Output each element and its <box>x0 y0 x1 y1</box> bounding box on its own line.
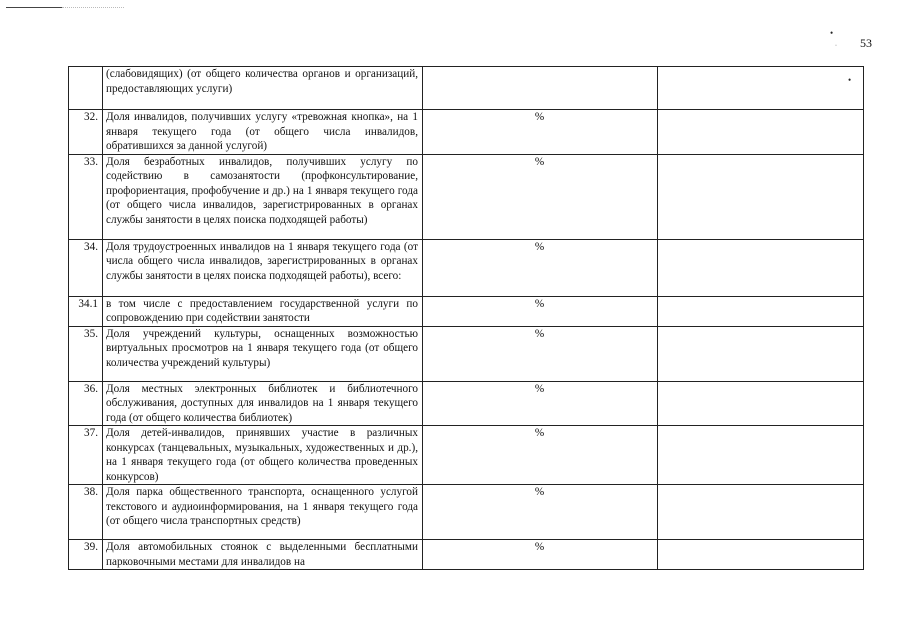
row-value <box>658 540 864 570</box>
row-description: Доля учреждений культуры, оснащенных возможностью виртуальных просмотров на 1 января текущего года (от общего количества учреждений культуры) <box>103 326 423 381</box>
row-description: (слабовидящих) (от общего количества органов и организаций, предоставляющих услуги) <box>103 67 423 110</box>
row-value <box>658 110 864 155</box>
row-description: Доля инвалидов, получивших услугу «тревожная кнопка», на 1 января текущего года (от общего числа инвалидов, обратившихся за данной услугой) <box>103 110 423 155</box>
row-description: Доля трудоустроенных инвалидов на 1 января текущего года (от числа общего числа инвалидов, зарегистрированных в органах службы занятости в целях поиска подходящей работы), всего: <box>103 239 423 296</box>
row-description: Доля автомобильных стоянок с выделенными бесплатными парковочными местами для инвалидов на <box>103 540 423 570</box>
table-row <box>69 326 864 381</box>
table-row <box>69 381 864 426</box>
row-unit: % <box>423 540 658 570</box>
top-left-dotted-rule <box>62 7 124 8</box>
table-row <box>69 485 864 540</box>
row-value <box>658 154 864 239</box>
row-description: Доля парка общественного транспорта, оснащенного услугой текстового и аудиоинформирования, на 1 января текущего года (от общего числа транспортных средств) <box>103 485 423 540</box>
top-left-rule <box>6 7 62 8</box>
row-description: в том числе с предоставлением государственной услуги по сопровождению при содействии занятости <box>103 296 423 326</box>
row-unit: % <box>423 110 658 155</box>
row-value <box>658 296 864 326</box>
table-row <box>69 296 864 326</box>
row-number: 39. <box>69 540 103 570</box>
table-row <box>69 110 864 155</box>
row-description: Доля детей-инвалидов, принявших участие в различных конкурсах (танцевальных, музыкальных, художественных и др.), на 1 января текущего года (от общего количества проведенных конкурсов) <box>103 426 423 485</box>
scan-speck: · <box>835 43 837 49</box>
row-number: 34. <box>69 239 103 296</box>
row-unit: % <box>423 381 658 426</box>
row-number <box>69 67 103 110</box>
row-number: 33. <box>69 154 103 239</box>
row-number: 35. <box>69 326 103 381</box>
table-row <box>69 67 864 110</box>
row-number: 38. <box>69 485 103 540</box>
table-row <box>69 426 864 485</box>
row-number: 36. <box>69 381 103 426</box>
row-description: Доля безработных инвалидов, получивших услугу по содействию в самозанятости (профконсультирование, профориентация, профобучение и др.) на 1 января текущего года (от общего числа инвалидов, зарегистрированных в органах службы занятости в целях поиска подходящей работы) <box>103 154 423 239</box>
row-description: Доля местных электронных библиотек и библиотечного обслуживания, доступных для инвалидов на 1 января текущего года (от общего количества библиотек) <box>103 381 423 426</box>
row-value <box>658 326 864 381</box>
row-unit: % <box>423 326 658 381</box>
scan-speck: • <box>848 75 852 85</box>
table-row <box>69 239 864 296</box>
row-value <box>658 381 864 426</box>
row-unit: % <box>423 485 658 540</box>
page-number: 53 <box>860 36 872 50</box>
indicators-table <box>68 66 864 570</box>
table-row <box>69 540 864 570</box>
table-row <box>69 154 864 239</box>
row-value <box>658 485 864 540</box>
row-unit: % <box>423 239 658 296</box>
row-unit: % <box>423 296 658 326</box>
row-value <box>658 67 864 110</box>
scan-speck: • <box>830 28 834 38</box>
row-unit: % <box>423 426 658 485</box>
row-number: 37. <box>69 426 103 485</box>
row-unit: % <box>423 154 658 239</box>
row-number: 34.1 <box>69 296 103 326</box>
row-unit <box>423 67 658 110</box>
row-number: 32. <box>69 110 103 155</box>
row-value <box>658 426 864 485</box>
row-value <box>658 239 864 296</box>
